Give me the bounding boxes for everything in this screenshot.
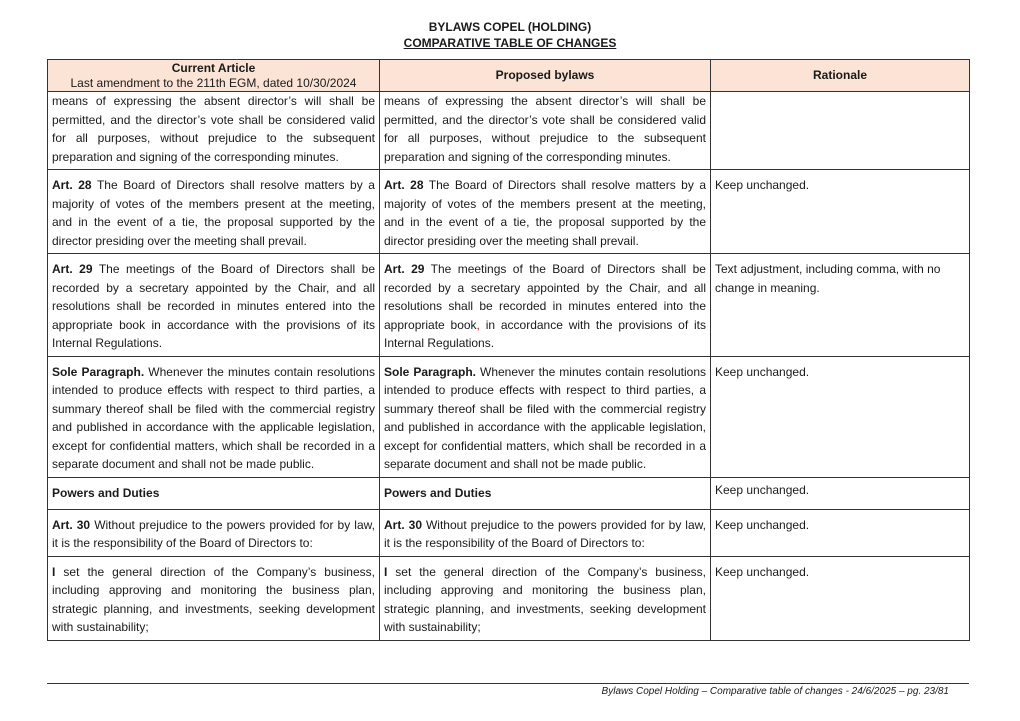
rationale-cell (711, 254, 970, 357)
proposed-cell (380, 477, 711, 509)
current-cell (48, 254, 380, 357)
current-text: The meetings of the Board of Directors shall be recorded by a secretary appointed by the Chair, and all resolutions shall be recorded in minutes entered into the appropriate book in accordance with the provisions of its Internal Regulations. (52, 262, 375, 350)
footer-divider (47, 683, 969, 684)
proposed-cell (380, 556, 711, 640)
table-row (48, 92, 970, 170)
rationale-text: Keep unchanged. (715, 178, 810, 192)
proposed-text: The meetings of the Board of Directors shall be recorded by a secretary appointed by the Chair, and all resolutions shall be recorded in minutes entered into the appropriate book (384, 262, 706, 332)
proposed-cell (380, 509, 711, 556)
comparison-table (47, 59, 970, 641)
item-label: I (384, 564, 388, 579)
current-cell (48, 509, 380, 556)
highlighted-change: , (476, 317, 480, 332)
article-label: Sole Paragraph. (52, 364, 145, 379)
proposed-text: set the general direction of the Company’s business, including approving and monitoring the business plan, strategic planning, and investments, seeking development with sustainability; (384, 564, 706, 634)
proposed-text: Whenever the minutes contain resolutions intended to produce effects with respect to third parties, a summary thereof shall be filed with the commercial registry and published in accordance with the applicable legislation, except for confidential matters, which shall be recorded in a separate document and shall not be made public. (384, 364, 706, 471)
rationale-cell (711, 477, 970, 509)
header-proposed: Proposed bylaws (380, 60, 711, 92)
header-current-label: Current Article (171, 60, 256, 75)
proposed-text: The Board of Directors shall resolve matters by a majority of votes of the members present at the meeting, and in the event of a tie, the proposal supported by the director presiding over the meeting shall prevail. (384, 178, 706, 248)
current-text: means of expressing the absent director’s will shall be permitted, and the director’s vote shall be considered valid for all purposes, without prejudice to the subsequent preparation and signing of the corresponding minutes. (52, 94, 375, 164)
article-label: Art. 30 (384, 517, 422, 532)
header-current-note: Last amendment to the 211th EGM, dated 10/30/2024 (70, 75, 357, 90)
table-row (48, 556, 970, 640)
current-cell (48, 170, 380, 254)
proposed-cell (380, 254, 711, 357)
rationale-cell (711, 356, 970, 477)
table-row (48, 477, 970, 509)
table-row (48, 254, 970, 357)
article-label: Art. 29 (52, 262, 93, 276)
proposed-text: Without prejudice to the powers provided for by law, it is the responsibility of the Board of Directors to: (384, 517, 706, 550)
rationale-cell (711, 92, 970, 170)
current-text: set the general direction of the Company’s business, including approving and monitoring the business plan, strategic planning, and investments, seeking development with sustainability; (52, 564, 375, 634)
current-cell (48, 477, 380, 509)
current-cell (48, 92, 380, 170)
article-label: Art. 28 (384, 178, 424, 192)
rationale-cell (711, 509, 970, 556)
item-label: I (52, 564, 56, 579)
proposed-cell (380, 92, 711, 170)
table-header-row (48, 60, 970, 92)
current-text: Without prejudice to the powers provided for by law, it is the responsibility of the Board of Directors to: (52, 517, 375, 550)
current-text: The Board of Directors shall resolve matters by a majority of votes of the members present at the meeting, and in the event of a tie, the proposal supported by the director presiding over the meeting shall prevail. (52, 178, 375, 248)
table-row (48, 509, 970, 556)
rationale-text: Keep unchanged. (715, 564, 810, 579)
rationale-text: Keep unchanged. (715, 517, 810, 532)
table-row (48, 356, 970, 477)
article-label: Art. 29 (384, 262, 425, 276)
header-current-article (48, 60, 380, 92)
table-row (48, 170, 970, 254)
rationale-cell (711, 170, 970, 254)
section-heading: Powers and Duties (384, 485, 492, 500)
rationale-text: Text adjustment, including comma, with no change in meaning. (715, 262, 941, 295)
section-heading: Powers and Duties (52, 485, 160, 500)
current-text: Whenever the minutes contain resolutions intended to produce effects with respect to third parties, a summary thereof shall be filed with the commercial registry and published in accordance with the applicable legislation, except for confidential matters, which shall be recorded in a separate document and shall not be made public. (52, 364, 375, 471)
article-label: Sole Paragraph. (384, 364, 477, 379)
proposed-text: in accordance with the provisions of its Internal Regulations. (384, 317, 706, 350)
proposed-cell (380, 170, 711, 254)
document-header (0, 19, 1020, 51)
current-cell (48, 556, 380, 640)
rationale-text: Keep unchanged. (715, 364, 810, 379)
document-subtitle: COMPARATIVE TABLE OF CHANGES (403, 36, 617, 50)
document-title: BYLAWS COPEL (HOLDING) (428, 20, 592, 34)
proposed-cell (380, 356, 711, 477)
article-label: Art. 30 (52, 517, 91, 532)
current-cell (48, 356, 380, 477)
rationale-text: Keep unchanged. (715, 482, 810, 497)
rationale-cell (711, 556, 970, 640)
header-rationale: Rationale (711, 60, 970, 92)
page-footer: Bylaws Copel Holding – Comparative table of changes - 24/6/2025 – pg. 23/81 (601, 686, 949, 697)
proposed-text: means of expressing the absent director’s will shall be permitted, and the director’s vote shall be considered valid for all purposes, without prejudice to the subsequent preparation and signing of the corresponding minutes. (384, 94, 706, 164)
article-label: Art. 28 (52, 178, 92, 192)
